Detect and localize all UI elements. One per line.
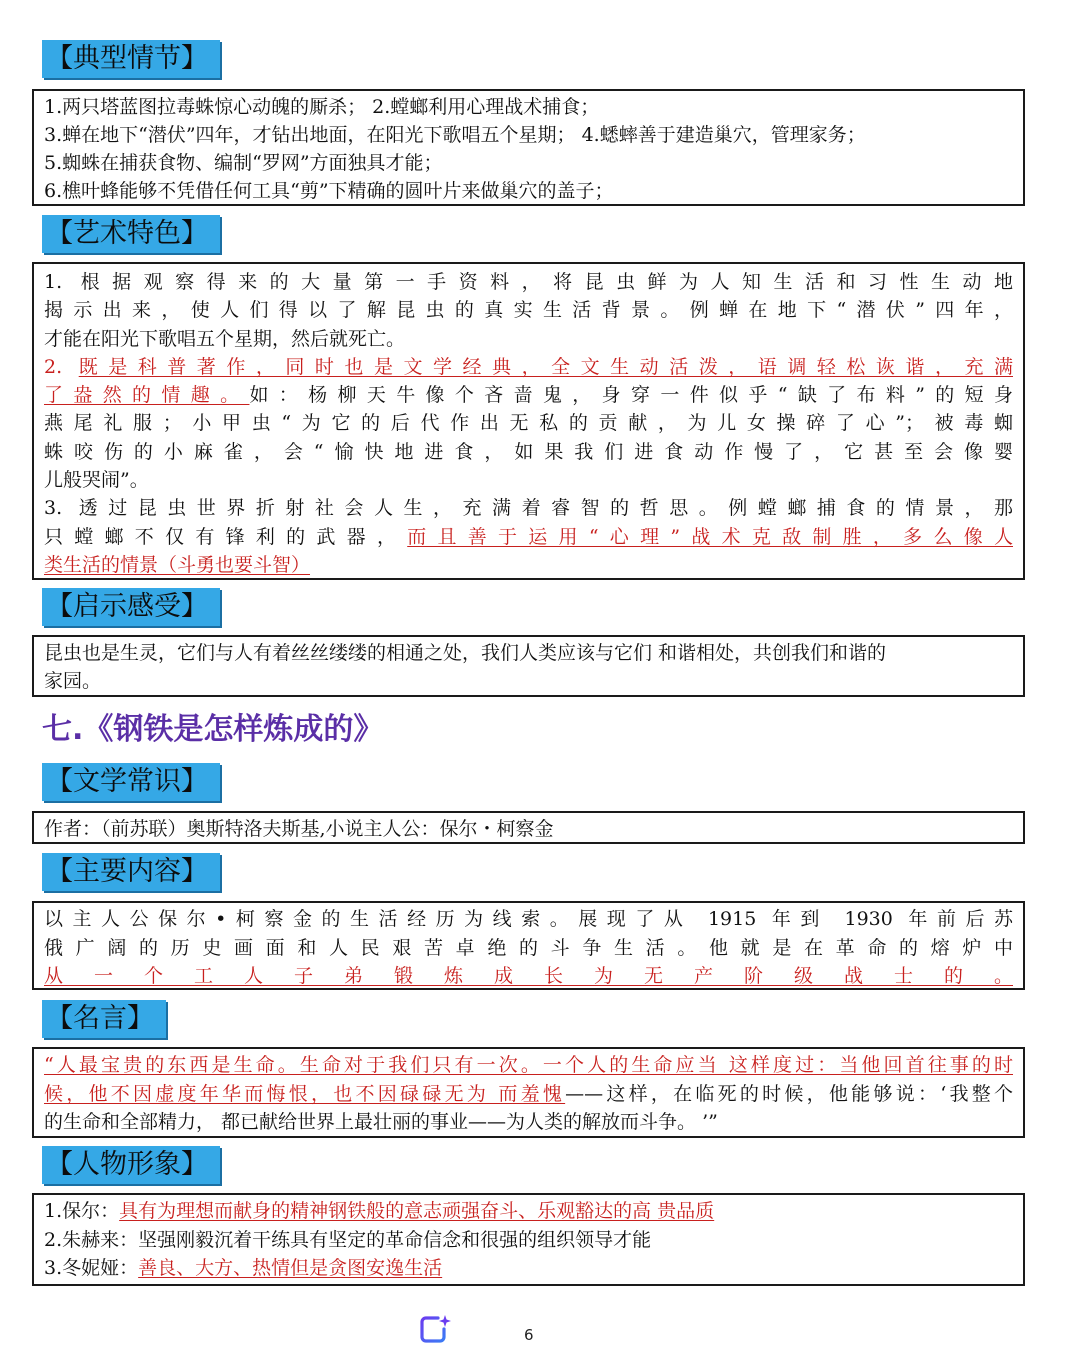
list-item: 3.蝉在地下“潜伏”四年，才钻出地面，在阳光下歌唱五个星期； 4.蟋蟀善于建造巢穴，管理家务； xyxy=(44,124,866,146)
emphasis-text: 候，他不因虚度年华而悔恨，也不因碌碌无为 而羞愧 xyxy=(44,1082,566,1105)
list-item xyxy=(44,1254,1013,1283)
text-line: 儿般哭闹”。 xyxy=(44,469,149,492)
text-line xyxy=(44,551,1013,579)
main-content-box xyxy=(32,901,1025,990)
text-line: 以主人公保尔•柯察金的生活经历为线索。展现了从 1915 年到 1930 年前后苏 xyxy=(44,908,1013,930)
section-header-main-content: 【主要内容】 xyxy=(42,853,220,891)
page-number: 6 xyxy=(524,1326,534,1344)
text-line: 昆虫也是生灵，它们与人有着丝丝缕缕的相通之处，我们人类应该与它们 和谐相处，共创我们和谐的 xyxy=(44,642,887,664)
text-line xyxy=(44,1080,1013,1109)
section-header-literary-knowledge: 【文学常识】 xyxy=(42,763,220,801)
text-line: 的生命和全部精力， 都已献给世界上最壮丽的事业——为人类的解放而斗争。 ’” xyxy=(44,1111,718,1133)
text-line: 蛛咬伤的小麻雀，会“愉快地进食，如果我们进食动作慢了，它甚至会像婴 xyxy=(44,440,1013,463)
list-item: 2.朱赫来：坚强刚毅沉着干练具有坚定的革命信念和很强的组织领导才能 xyxy=(44,1228,652,1251)
section-title: 七.《钢铁是怎样炼成的》 xyxy=(42,712,384,747)
emphasis-text: 类生活的情景（斗勇也要斗智） xyxy=(44,553,311,576)
emphasis-text: 从一个工人子弟锻炼成长为无产阶级战士的。 xyxy=(44,965,1013,987)
section-header-typical-plots: 【典型情节】 xyxy=(42,40,220,78)
plain-text: 只螳螂不仅有锋利的武器， xyxy=(44,525,408,548)
artistic-features-box xyxy=(32,262,1025,580)
item-number: 2. xyxy=(44,355,79,378)
typical-plots-box xyxy=(32,89,1025,206)
text-line xyxy=(44,523,1013,551)
literary-knowledge-box xyxy=(32,811,1025,844)
section-header-characters: 【人物形象】 xyxy=(42,1146,220,1184)
emphasis-text: 具有为理想而献身的精神钢铁般的意志顽强奋斗、乐观豁达的高 贵品质 xyxy=(119,1200,715,1222)
inspiration-box xyxy=(32,635,1025,697)
text-line: 3. 透过昆虫世界折射社会人生，充满着睿智的哲思。例螳螂捕食的情景，那 xyxy=(44,497,1013,520)
text-line: 作者：（前苏联）奥斯特洛夫斯基,小说主人公：保尔・柯察金 xyxy=(44,818,554,840)
section-header-famous-quote: 【名言】 xyxy=(42,1000,166,1038)
text-line: 揭示出来，使人们得以了解昆虫的真实生活背景。例蝉在地下“潜伏”四年， xyxy=(44,299,1013,322)
text-line: 俄广阔的历史画面和人民艰苦卓绝的斗争生活。他就是在革命的熔炉中 xyxy=(44,936,1013,959)
list-item: 5.蜘蛛在捕获食物、编制“罗网”方面独具才能； xyxy=(44,152,443,174)
plain-text: ——这样，在临死的时候，他能够说：‘我整个 xyxy=(565,1082,1013,1105)
sparkle-edit-icon xyxy=(418,1313,452,1345)
emphasis-text: “人最宝贵的东西是生命。生命对于我们只有一次。一个人的生命应当 这样度过：当他回首往事的时 xyxy=(44,1054,1013,1076)
list-item xyxy=(44,1197,1013,1226)
text-line: 才能在阳光下歌唱五个星期，然后就死亡。 xyxy=(44,327,406,350)
emphasis-text: 了盎然的情趣。 xyxy=(44,384,250,407)
section-header-artistic-features: 【艺术特色】 xyxy=(42,215,220,253)
list-item: 6.樵叶蜂能够不凭借任何工具“剪”下精确的圆叶片来做巢穴的盖子； xyxy=(44,180,614,202)
text-line: 燕尾礼服；小甲虫“为它的后代作出无私的贡献，为儿女操碎了心”；被毒蜘 xyxy=(44,412,1013,435)
item-label: 3.冬妮娅： xyxy=(44,1257,139,1279)
list-item: 1.两只塔蓝图拉毒蛛惊心动魄的厮杀； 2.螳螂利用心理战术捕食； xyxy=(44,96,600,118)
emphasis-text: 既是科普著作，同时也是文学经典，全文生动活泼，语调轻松诙谐，充满 xyxy=(78,355,1013,378)
text-line xyxy=(44,353,1013,381)
plain-text: 如：杨柳天牛像个吝啬鬼，身穿一件似乎“缺了布料”的短身 xyxy=(249,384,1013,407)
text-line xyxy=(44,962,1013,991)
text-line: 1. 根据观察得来的大量第一手资料，将昆虫鲜为人知生活和习性生动地 xyxy=(44,271,1013,293)
text-line xyxy=(44,1051,1013,1080)
emphasis-text: 而且善于运用“心理”战术克敌制胜，多么像人 xyxy=(407,525,1013,548)
section-header-inspiration: 【启示感受】 xyxy=(42,588,220,626)
characters-box xyxy=(32,1193,1025,1286)
emphasis-text: 善良、大方、热情但是贪图安逸生活 xyxy=(138,1257,443,1279)
text-line: 家园。 xyxy=(44,670,102,692)
famous-quote-box xyxy=(32,1047,1025,1138)
item-label: 1.保尔： xyxy=(44,1200,120,1222)
text-line xyxy=(44,381,1013,409)
